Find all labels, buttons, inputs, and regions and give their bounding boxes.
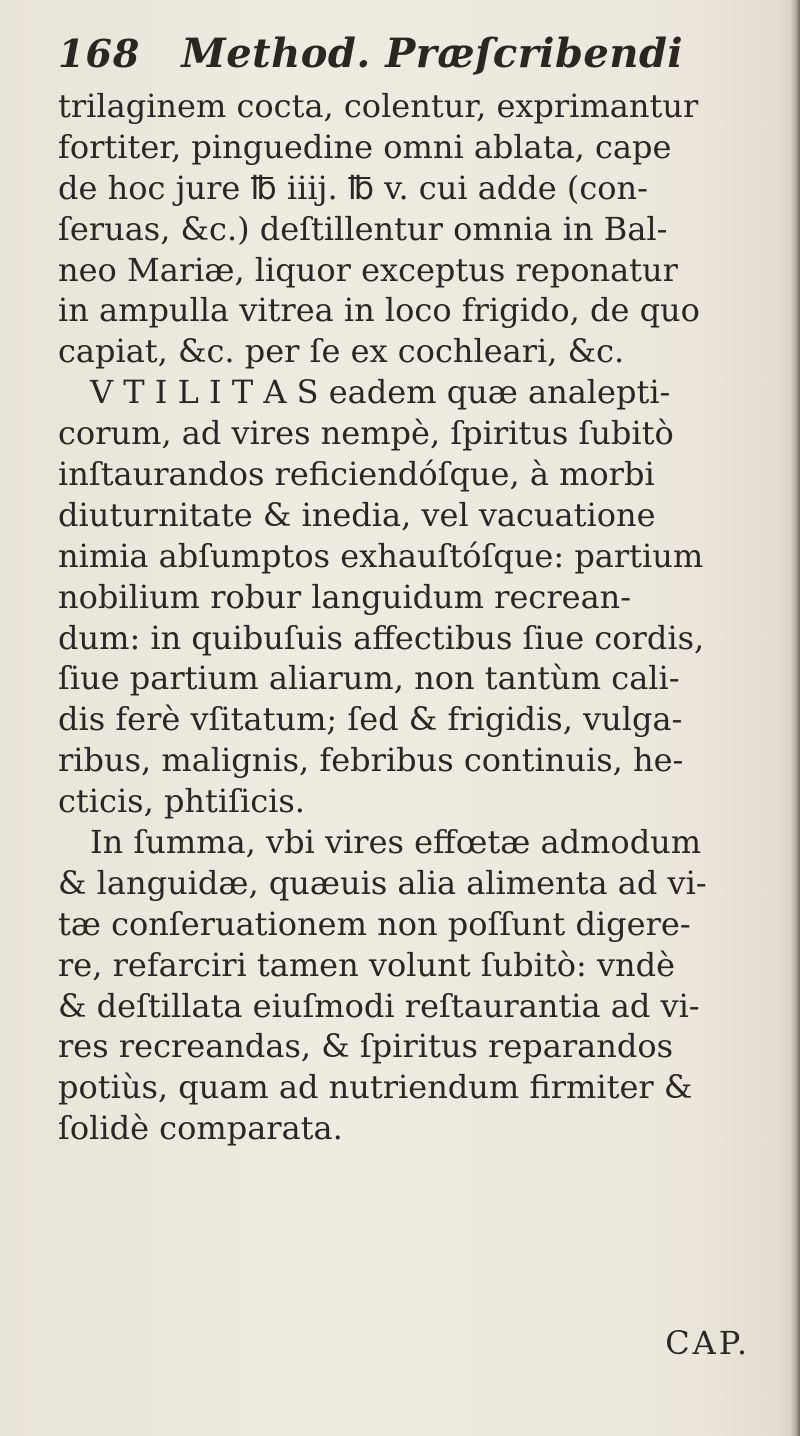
text-line: ſiue partium aliarum, non tantùm cali- (58, 659, 680, 698)
text-line: in ampulla vitrea in loco frigido, de quo (58, 291, 700, 330)
text-line: potiùs, quam ad nutriendum firmiter & (58, 1068, 693, 1107)
text-line: fortiter, pinguedine omni ablata, cape (58, 127, 672, 166)
text-line: & deſtillata eiuſmodi reſtaurantia ad vi- (58, 986, 700, 1025)
text-line: nimia abſumptos exhauſtóſque: partium (58, 536, 704, 575)
text-line: inſtaurandos reficiendóſque, à morbi (58, 455, 655, 494)
page-number: 168 (58, 31, 141, 76)
text-line: & languidæ, quæuis alia alimenta ad vi- (58, 863, 707, 902)
text-line: neo Mariæ, liquor exceptus reponatur (58, 250, 678, 289)
catchword: CAP. (665, 1324, 750, 1362)
text-line: cticis, phtiſicis. (58, 782, 305, 821)
paragraph-start-line: In ſumma, vbi vires effœtæ admodum (90, 823, 702, 862)
text-line: nobilium robur languidum recrean- (58, 577, 632, 616)
text-line: ſolidè comparata. (58, 1109, 343, 1148)
text-line: re, refarciri tamen volunt ſubitò: vndè (58, 945, 676, 984)
running-head: Method. Præſcribendi (181, 30, 684, 77)
page-edge-shadow (790, 0, 800, 1436)
text-line: res recreandas, & ſpiritus reparandos (58, 1027, 673, 1066)
text-line: tæ conſeruationem non poſſunt digere- (58, 904, 691, 943)
page-header (58, 30, 758, 88)
text-line: diuturnitate & inedia, vel vacuatione (58, 495, 656, 534)
text-line: trilaginem cocta, colentur, exprimantur (58, 87, 699, 125)
text-line: ſeruas, &c.) deſtillentur omnia in Bal- (58, 209, 668, 248)
text-line: de hoc jure ℔ iiij. ℔ v. cui adde (con- (58, 168, 648, 207)
text-line: ribus, malignis, febribus continuis, he- (58, 741, 684, 780)
body-text (58, 86, 770, 1149)
paragraph-start-line: V T I L I T A S eadem quæ analepti- (90, 373, 671, 412)
text-line: dis ferè vſitatum; ſed & frigidis, vulga- (58, 700, 683, 739)
text-line: dum: in quibuſuis affectibus ſiue cordis, (58, 618, 705, 657)
text-line: corum, ad vires nempè, ſpiritus ſubitò (58, 414, 674, 453)
text-line: capiat, &c. per ſe ex cochleari, &c. (58, 332, 625, 371)
